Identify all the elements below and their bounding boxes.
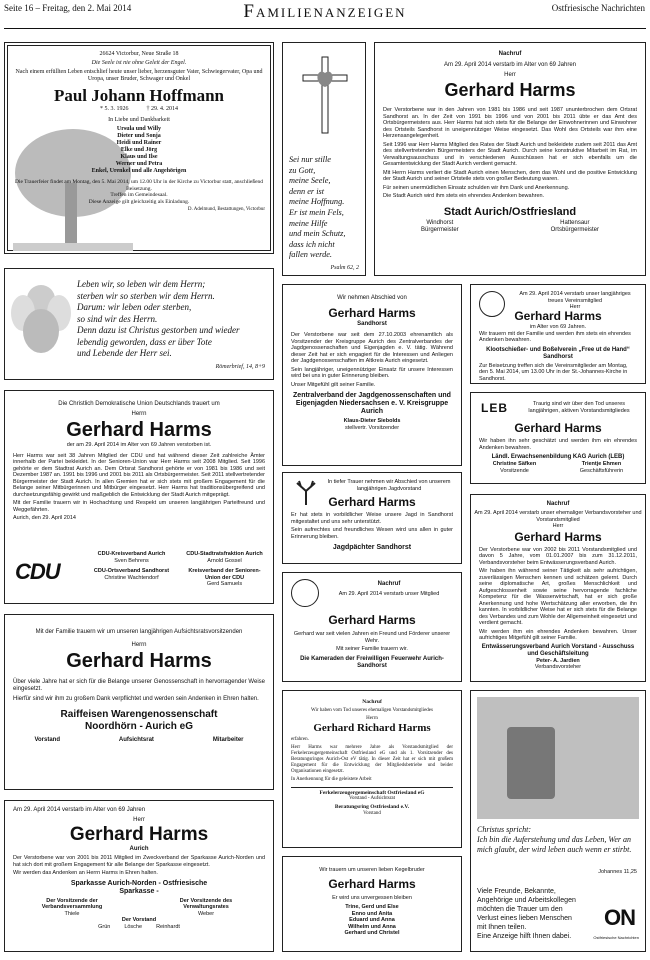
paragraph: Unser Mitgefühl gilt seiner Familie. <box>291 381 376 388</box>
cta-line: Viele Freunde, Bekannte, <box>477 888 556 895</box>
paragraph: Gerhard war seit vielen Jahren ein Freund und Förderer unserer Wehr. <box>293 631 451 644</box>
obituary-hoffmann <box>4 42 274 254</box>
date-line: Aurich, den 29. April 2014 <box>13 515 76 521</box>
signer-role: Der Vorsitzende der Verbandsversammlung <box>41 897 103 910</box>
intro-suffix: erfahren. <box>291 736 309 742</box>
paragraph: Der Verstorbene war von 2002 bis 2011 Vorstandsmitglied und davon 5 Jahre, vom 01.01.2007 bis zum 31.12.2011, Verbandsvorsteher beim Entwässerungsverband Aurich. <box>479 546 637 566</box>
poem-line: meine Hilfe <box>289 218 328 228</box>
organization: Klootschießer- und Boßelverein „Free ut de Hand“ Sandhorst <box>486 346 630 360</box>
on-logo: ON <box>604 905 635 930</box>
deceased-name: Gerhard Richard Harms <box>313 721 431 734</box>
kicker: Nachruf <box>362 699 382 705</box>
verse-lines <box>77 279 267 360</box>
fire-brigade-emblem-icon <box>291 579 319 607</box>
paragraph: Mit der Familie trauern wir in Hochachtung und Respekt um unseren langjährigen Parteifreund und Weggefährten. <box>13 500 265 513</box>
organization: Ländl. Erwachsenenbildung KAG Aurich (LEB) <box>491 454 625 460</box>
deceased-name: Paul Johann Hoffmann <box>53 86 225 105</box>
mourner: Gerhard und Christel <box>344 930 400 936</box>
verse-line: Darum: wir leben oder sterben, <box>77 302 192 312</box>
intro-text: Am 29. April 2014 verstarb unser Mitglied <box>338 591 440 597</box>
organization: Beratungsring Ostfriesland e.V. <box>334 804 410 810</box>
organization-sub: Vorstand <box>363 810 381 816</box>
intro-text: Wir trauern um unseren lieben Kegelbruder <box>319 867 425 873</box>
title: Herr <box>133 817 145 823</box>
intro-text: Die Christlich Demokratische Union Deutschlands trauert um <box>58 401 220 407</box>
funeral-info: Die Trauerfeier findet am Montag, den 5. Mai 2014, um 12.00 Uhr in der Kirche zu Victorbur statt, anschließend Beisetzung. <box>14 179 264 192</box>
mourner: Ursula und Willy <box>116 126 162 132</box>
organization: Zentralverband der Jagdgenossenschaften und Eigenjagden Niedersachsen e. V. Kreisgruppe Aurich <box>293 392 451 415</box>
paragraph: Herr Harms war mehrere Jahre als Vorstandsmitglied der Ferkelerzeugergemeinschaft Ostfriesland eG und als 1. Vorsitzender des Beratungsringes Aurich-Ost eV tätig. In dieser Zeit hat er sich mit großem Engagement für die Entwicklung der Mitgliedsbetriebe und beider Organisationen eingesetzt. <box>291 744 453 774</box>
intro-text: Traurig sind wir über den Tod unseres langjährigen, aktiven Vorstandsmitgliedes <box>528 401 630 414</box>
signer-role: Der Vorstand <box>121 917 157 923</box>
deceased-name: Gerhard Harms <box>514 421 602 435</box>
signer-name: Reinhardt <box>156 923 180 930</box>
signer-name: Weber <box>197 910 215 917</box>
birth-date: * 5. 3. 1926 <box>100 106 129 112</box>
signer-name: Thiele <box>64 910 80 917</box>
organization: Jagdpächter Sandhorst <box>332 544 412 551</box>
death-date: † 29. 4. 2014 <box>146 106 178 112</box>
verse-line: sterben wir so sterben wir dem Herrn. <box>77 290 215 301</box>
signer-role: stellvertr. Vorsitzender <box>344 424 400 431</box>
obituary-raiffeisen <box>4 614 274 790</box>
cta-line: mit Ihnen teilen. <box>477 924 527 931</box>
organization: Stadt Aurich/Ostfriesland <box>443 205 577 218</box>
candle-photo <box>477 697 639 819</box>
poem-line: meine Hoffnung. <box>289 197 345 207</box>
mourner: Wilhelm und Anna <box>348 923 396 930</box>
title: Herrn <box>131 411 147 417</box>
poem-line: und mein Schutz, <box>289 229 346 239</box>
paragraph: Wir haben ihn sehr geschätzt und werden ihm ein ehrendes Andenken bewahren. <box>479 438 637 451</box>
verse-source: Römerbrief, 14, 8+9 <box>215 364 265 370</box>
mourner: Heidi und Rainer <box>116 140 162 146</box>
paragraph: Sein aufrechtes und freundliches Wesen wird uns allen in guter Erinnerung bleiben. <box>291 527 453 540</box>
paragraph: Herr Harms war seit 38 Jahren Mitglied der CDU und hat während dieser Zeit zahlreiche Ämter innerhalb der Partei bekleidet. In der Senioren-Union war Herr Harms seit 2008 Mitglied. Seit 1996 gehörte er dem Stadtrat Aurich an. Dem Ortsrat Sandhorst gehörte er von 1981 bis 1986 und seit Dezember 1987 an. 1991 bis 1996 und 2001 bis 2011 als Ortsbürgermeister. Seit 2011 stellvertretender Bürgermeister der Stadt Aurich. In allen Gremien hat er sich stets mit großem Engagement für die Belange seiner Mitbürgerinnen und Mitbürger eingesetzt. Herr Harms hat traditionsübergreifend und durchsetzungsfähig gewirkt und maßgeblich die Entwicklung der Stadt Aurich mitgeprägt. <box>13 452 265 498</box>
signer: Aufsichtsrat <box>118 737 154 743</box>
obituary-bosselverein <box>470 284 646 384</box>
paragraph: Wir werden das Andenken an Herrn Harms in Ehren halten. <box>13 870 158 876</box>
signer-role: Vorsitzende <box>500 467 529 474</box>
funeral-info: Zur Beisetzung treffen sich die Vereinsmitglieder am Montag, den 5. Mai 2014, um 13.00 Uhr in der St.-Johannes-Kirche in Sandhorst. <box>479 362 628 382</box>
obituary-cdu <box>4 390 274 604</box>
mourner: Enno und Anita <box>351 910 393 917</box>
mourner: Enkel, Urenkel und alle Angehörigen <box>91 168 187 174</box>
undertaker: D. Adelmund, Bestattungen, Victorbur <box>187 207 265 212</box>
poem-line: dass ich nicht <box>289 239 335 249</box>
kicker: Nachruf <box>546 501 570 507</box>
mourner: Dieter und Sonja <box>117 133 161 139</box>
intro-text: Wir nehmen Abschied von <box>337 295 407 301</box>
obituary-feuerwehr <box>282 572 462 682</box>
section-title: Familienanzeigen <box>243 1 407 22</box>
deceased-name: Gerhard Harms <box>328 613 416 627</box>
cta-text <box>477 887 576 941</box>
kicker: Nachruf <box>377 581 401 587</box>
address: 26624 Victorbur, Neue Straße 18 <box>99 51 179 57</box>
deceased-name: Gerhard Harms <box>444 80 576 100</box>
cta-line: möchten die Trauer um den <box>477 906 563 913</box>
poem-line: meine Seele, <box>289 176 331 186</box>
header-rule <box>4 28 646 29</box>
obituary-jagdpaechter <box>282 472 462 564</box>
deceased-name: Gerhard Harms <box>514 309 602 323</box>
paragraph: Wir werden ihm ein ehrendes Andenken bewahren. Unser aufrichtiges Mitgefühl gilt seiner Familie. <box>479 628 637 641</box>
verse-line: und Lebende der Herr sei. <box>77 348 172 358</box>
quote-text: Ich bin die Auferstehung und das Leben, Wer an mich glaubt, der wird leben auch wenn er stirbt. <box>477 835 632 854</box>
poem-line: denn er ist <box>289 186 325 196</box>
paragraph: Mit Herrn Harms verliert die Stadt Aurich einen Menschen, dem das Wohl und die positive Entwicklung der Stadt Aurich und seiner Ortsteile stets von großer Bedeutung waren. <box>383 169 637 182</box>
verse-line: Denn dazu ist Christus gestorben und wieder <box>77 325 240 335</box>
signer: Mitarbeiter <box>212 737 244 743</box>
intro-text: Nach einem erfüllten Leben entschlief heute unser lieber, herzensguter Vater, Schwiegervater, Opa und Uropa, unser Bruder, Schwager und Onkel <box>15 69 263 82</box>
signer-name: Grün <box>98 923 111 930</box>
title: Herr <box>552 523 564 529</box>
obituary-stadt-aurich <box>374 42 646 276</box>
paragraph: Für seinen unermüdlichen Einsatz schulden wir ihm Dank und Anerkennung. <box>383 184 570 191</box>
on-logo-sub: Ostfriesische Nachrichten <box>593 935 639 940</box>
intro-text: Am 29. April 2014 verstarb unser ehemaliger Verbandsvorsteher und Vorstandsmitglied <box>474 510 642 523</box>
cta-line: Eine Anzeige hilft Ihnen dabei. <box>477 933 572 940</box>
angel-icon <box>11 279 73 359</box>
poem-source: Psalm 62, 2 <box>330 265 359 271</box>
signer-name: Sven Behrens <box>114 557 149 564</box>
obituary-entwaesserungsverband <box>470 494 646 682</box>
paragraph: Wir trauern mit der Familie und werden ihm stets ein ehrendes Andenken bewahren. <box>479 330 631 343</box>
signer-name: Christine Wachtendorf <box>104 574 159 581</box>
poem-notice <box>282 42 366 276</box>
deceased-name: Gerhard Harms <box>514 529 602 544</box>
paragraph: Der Verstorbene war seit dem 27.10.2003 ehrenamtlich als Vorsitzender der Kreisgruppe Aurich des Zentralverbandes der Jagdgenossenschaften und Eigenjagden e. V. tätig. Während dieser Zeit hat er sich engagiert für die Interessen und Anliegen der Jagdgenossenschaften im Altkreis Aurich eingesetzt. <box>291 332 453 364</box>
mourners-list <box>283 904 461 937</box>
kicker: Nachruf <box>498 51 522 57</box>
paragraph: Wir haben ihn während seiner Tätigkeit als sehr aufrichtigen, zuverlässigen Menschen kennen und schätzen gelernt. Durch seine diplomatische Art, großes Menschlichkeit und Aufgeschlossenheit sowie seine hervorragende fachliche Kompetenz für die Wasserwirtschaft, hat er sich große Anerkennung und hohe Wertschätzung aller erworben, die ihn kannten. In vorbildlicher Weise hat er sich stets für die Belange des Verbandes und zum Wohle der Allgemeinheit eingesetzt und verdient gemacht. <box>479 568 637 626</box>
paragraph: Mit seiner Familie trauern wir. <box>336 646 408 652</box>
motto: Die Seele ist nie ohne Geleit der Engel. <box>91 60 187 66</box>
signer-name: Peter- A. Jardien <box>536 657 580 664</box>
title: Herrn <box>131 642 147 648</box>
deceased-name: Gerhard Harms <box>66 419 212 441</box>
signer-name: Arnold Gossel <box>207 557 242 564</box>
obituary-kegelbruder <box>282 856 462 952</box>
organization: Ferkelerzeugergemeinschaft Ostfriesland eG <box>319 789 425 796</box>
intro-text: Wir haben vom Tod unseres ehemaligen Vorstandsmitgliedes <box>311 707 433 713</box>
poem-line: Sei nur stille <box>289 155 331 164</box>
signer-name: Windhorst <box>426 219 454 226</box>
age: im Alter von 69 Jahren. <box>529 324 587 330</box>
verse-line: lebendig geworden, dass er über Tote <box>77 336 212 347</box>
signer-name: Trientje Ehmen <box>581 461 622 467</box>
ads-info: Diese Anzeige gilt gleichzeitig als Einladung. <box>88 198 190 205</box>
paragraph: Hierfür sind wir ihm zu großem Dank verpflichtet und werden sein Andenken in Ehren halten. <box>13 696 259 702</box>
paragraph: Über viele Jahre hat er sich für die Belange unserer Genossenschaft in hervorragender Weise eingesetzt. <box>13 679 265 692</box>
mourner: Klaus und Ilse <box>120 154 158 160</box>
intro-text: Mit der Familie trauern wir um unseren langjährigen Aufsichtsratsvorsitzenden <box>35 629 243 635</box>
signer-name: Gerd Samuels <box>206 581 243 587</box>
poem-lines <box>289 155 361 261</box>
intro-text: Am 29. April 2014 verstarb unser langjähriges treues Vereinsmitglied <box>519 291 631 304</box>
obituary-leb <box>470 392 646 484</box>
candle-lantern-icon <box>507 727 555 799</box>
paragraph: Seit 1996 war Herr Harms Mitglied des Rates der Stadt Aurich und bekleidete zudem seit 2011 das Amt des stellvertretenden Bürgermeisters der Stadt Aurich. Durch seine konstruktive Mitarbeit im Rat, im Verwaltungsausschuss und in verschiedenen Ausschüssen hat er sich ebenfalls um die Gesamtentwicklung der Stadt Aurich verdient gemacht. <box>383 141 637 167</box>
page-info: Seite 16 – Freitag, den 2. Mai 2014 <box>4 3 132 13</box>
cross-icon <box>297 53 353 137</box>
signer-name: Klaus-Dieter Siebolds <box>343 418 401 424</box>
cta-line: Angehörige und Arbeitskollegen <box>477 897 576 904</box>
promo-notice <box>470 690 646 952</box>
signer-role: Verbandsvorsteher <box>534 664 582 670</box>
intro-text: Am 29. April 2014 verstarb im Alter von 69 Jahren <box>443 62 577 68</box>
organization-sub: Vorstand - Aufsichtsrat <box>348 796 395 801</box>
quote-source: Johannes 11,25 <box>598 869 637 875</box>
paragraph: In Anerkennung für die geleistete Arbeit <box>291 776 372 782</box>
quote-title: Christus spricht: <box>477 825 532 834</box>
deceased-name: Gerhard Harms <box>66 650 212 672</box>
mourner: Werner und Petra <box>115 161 163 167</box>
newspaper-name: Ostfriesische Nachrichten <box>551 3 645 13</box>
mourner: Trine, Gerd und Else <box>345 904 399 910</box>
organization: Sparkasse Aurich-Norden - Ostfriesische Sparkasse - <box>70 879 208 895</box>
dates: der am 29. April 2014 im Alter von 69 Jahren verstorben ist. <box>66 442 212 448</box>
paragraph: Der Verstorbene war von 2001 bis 2011 Mitglied im Zweckverband der Sparkasse Aurich-Norden und hat sich dort mit großem Engagement für alle Belange der Sparkasse eingesetzt. <box>13 855 265 868</box>
signer-name: Christine Säfken <box>492 461 537 467</box>
org-name: CDU-Kreisverband Aurich <box>97 551 166 557</box>
place: Aurich <box>129 846 149 852</box>
deceased-name: Gerhard Harms <box>328 876 416 891</box>
mourner: Eduard und Anna <box>349 917 395 923</box>
intro-text: In tiefer Trauer nehmen wir Abschied von unserem langjährigen Jagdvorstand <box>327 479 451 492</box>
paragraph: Sein langjähriger, uneigennütziger Einsatz für unsere Interessen wird bei uns in guter Erinnerung bleiben. <box>291 366 453 379</box>
signer-name: Lösche <box>124 923 143 930</box>
obituary-sparkasse <box>4 800 274 952</box>
poem-line: fallen werde. <box>289 250 333 260</box>
signer-role: Der Vorsitzende des Verwaltungsrates <box>179 897 233 910</box>
signer-role: Geschäftsführerin <box>579 467 624 474</box>
poem-line: zu Gott, <box>289 165 316 175</box>
signer: Vorstand <box>34 737 61 743</box>
paragraph: Der Verstorbene war in den Jahren von 1981 bis 1986 und seit 1987 ununterbrochen dem Ortsrat Sandhorst an. In der Zeit von 1991 bis 1996 und von 2001 bis 2011 übte er das Amt des Ortsbürgermeisters aus. Herr Harms hat sich stets für die Belange der Einwohnerinnen und Einwohner des Ortsteils Sandhorst in uneigennütziger Weise eingesetzt. Das Wohl des Ortsteils war ihm eine Herzensangelegenheit. <box>383 107 637 139</box>
organization: Die Kameraden der Freiwilligen Feuerwehr Aurich-Sandhorst <box>300 655 444 669</box>
cdu-logo: CDU <box>15 559 60 584</box>
cta-line: Verlust eines lieben Menschen <box>477 915 572 922</box>
mourners-intro: In Liebe und Dankbarkeit <box>108 117 170 123</box>
mourner: Elke und Jörg <box>120 147 158 153</box>
verse-notice <box>4 268 274 380</box>
mourners-list <box>13 126 265 175</box>
org-name: CDU-Ortsverband Sandhorst <box>93 568 170 574</box>
obituary-jagdgenossenschaften <box>282 284 462 466</box>
deceased-name: Gerhard Harms <box>328 306 416 320</box>
deceased-name: Gerhard Harms <box>69 824 209 845</box>
title: Herrn <box>366 715 378 721</box>
paragraph: Er wird uns unvergessen bleiben <box>332 894 412 901</box>
signer-role: Ortsbürgermeister <box>550 226 599 233</box>
title: Herr <box>569 304 581 310</box>
intro-text: Am 29. April 2014 verstarb im Alter von 69 Jahren <box>13 807 146 813</box>
meeting-info: Treffen im Gemeindesaal. <box>110 192 168 198</box>
verse-line: so sind wir des Herrn. <box>77 313 158 324</box>
title: Herr <box>504 72 516 78</box>
paragraph: Er hat stets in vorbildlicher Weise unsere Jagd in Sandhorst mitgestaltet und uns sehr unterstützt. <box>291 512 453 525</box>
signer-name: Hattensaur <box>560 219 590 226</box>
leb-logo: LEB <box>481 401 508 415</box>
verse-line: Leben wir, so leben wir dem Herrn; <box>77 279 206 289</box>
signer-role: Bürgermeister <box>420 226 459 233</box>
place: Sandhorst <box>357 321 387 327</box>
poem-line: Er ist mein Fels, <box>289 207 344 217</box>
obituary-ferkelerzeuger <box>282 690 462 848</box>
organization: Entwässerungsverband Aurich Vorstand - Ausschuss und Geschäftsleitung <box>481 643 635 657</box>
org-name: Kreisverband der Senioren-Union der CDU <box>188 568 261 581</box>
paragraph: Die Stadt Aurich wird ihm stets ein ehrendes Andenken bewahren. <box>383 193 545 199</box>
org-name: CDU-Stadtratsfraktion Aurich <box>186 551 263 557</box>
organization: Raiffeisen Warengenossenschaft Noordhörn - Aurich eG <box>60 709 218 732</box>
deceased-name: Gerhard Harms <box>328 495 416 509</box>
